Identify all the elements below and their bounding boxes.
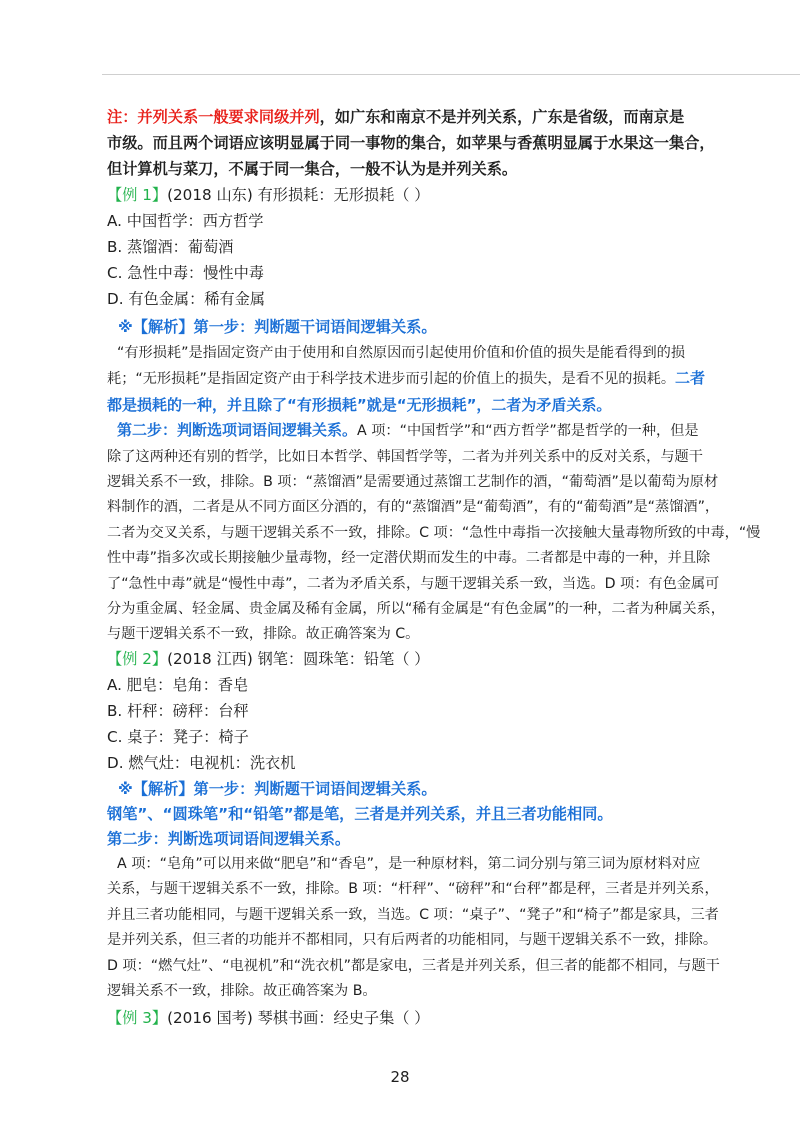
text-line: A 项：“中国哲学”和“西方哲学”都是哲学的一种，但是 [357,423,699,440]
question-text: (2016 国考) 琴棋书画：经史子集（ ） [167,1009,430,1027]
option-b: B. 蒸馏酒：葡萄酒 [107,238,234,256]
text-line: 耗；“无形损耗”是指固定资产由于科学技术进步而引起的价值上的损失，是看不见的损耗。 [107,371,676,388]
option-b: B. 杆秤：磅秤：台秤 [107,702,249,720]
question-text: (2018 山东) 有形损耗：无形损耗（ ） [167,186,430,204]
option-c: C. 桌子：凳子：椅子 [107,728,249,746]
text-line: 并且三者功能相同，与题干逻辑关系一致，当选。C 项：“桌子”、“凳子”和“椅子”都是家具，三者 [107,906,719,923]
step-heading: 第二步：判断选项词语间逻辑关系。 [107,830,350,848]
option-d: D. 有色金属：稀有金属 [107,290,266,308]
text-line: 与题干逻辑关系不一致，排除。故正确答案为 C。 [107,626,420,643]
text-line: 除了这两种还有别的哲学，比如日本哲学、韩国哲学等，二者为并列关系中的反对关系，与题干 [107,448,703,465]
text-line: 关系，与题干逻辑关系不一致，排除。B 项：“杆秤”、“磅秤”和“台秤”都是秤，三者是并列关系， [107,881,719,898]
blue-text: 二者 [675,369,706,388]
option-c: C. 急性中毒：慢性中毒 [107,264,264,282]
note-red-text: 注：并列关系一般要求同级并列 [107,108,320,126]
note-text: ，如广东和南京不是并列关系，广东是省级，而南京是 [319,108,685,126]
text-line: “有形损耗”是指固定资产由于使用和自然原因而引起使用价值和价值的损失是能看得到的损 [117,345,686,361]
example-tag: 【例 2】 [107,650,168,668]
text-line: 二者为交叉关系，与题干逻辑关系不一致，排除。C 项：“急性中毒指一次接触大量毒物所致的中毒，“慢 [107,524,761,541]
option-a: A. 肥皂：皂角：香皂 [107,676,249,694]
blue-text: 钢笔”、“圆珠笔”和“铅笔”都是笔，三者是并列关系，并且三者功能相同。 [107,805,613,823]
header-rule [102,74,800,75]
text-line: 逻辑关系不一致，排除。B 项：“蒸馏酒”是需要通过蒸馏工艺制作的酒，“葡萄酒”是以葡萄为原材 [107,474,719,491]
example-tag: 【例 1】 [107,186,168,204]
text-line: 分为重金属、轻金属、贵金属及稀有金属，所以“稀有金属是“有色金属”的一种，二者为种属关系， [107,601,725,618]
option-a: A. 中国哲学：西方哲学 [107,212,264,230]
blue-text: 都是损耗的一种，并且除了“有形损耗”就是“无形损耗”，二者为矛盾关系。 [107,395,612,414]
example-tag: 【例 3】 [107,1009,168,1027]
solution-paragraph [107,341,761,648]
solution-heading: ※【解析】第一步：判断题干词语间逻辑关系。 [118,318,437,336]
text-line: 性中毒”指多次或长期接触少量毒物，经一定潜伏期而发生的中毒。二者都是中毒的一种，并且除 [107,550,711,567]
solution-paragraph [107,852,720,1004]
question-text: (2018 江西) 钢笔：圆珠笔：铅笔（ ） [167,650,430,668]
text-line: 逻辑关系不一致，排除。故正确答案为 B。 [107,983,377,1000]
text-line: A 项：“皂角”可以用来做“肥皂”和“香皂”，是一种原材料，第二词分别与第三词为原材料对应 [117,856,701,872]
note-paragraph [107,104,715,182]
text-line: 了“急性中毒”就是“慢性中毒”，二者为矛盾关系，与题干逻辑关系一致，当选。D 项：有色金属可 [107,575,720,592]
note-text: 市级。而且两个词语应该明显属于同一事物的集合，如苹果与香蕉明显属于水果这一集合， [107,134,715,152]
step-heading: 第二步：判断选项词语间逻辑关系。 [117,421,358,440]
text-line: 料制作的酒，二者是从不同方面区分酒的，有的“蒸馏酒”是“葡萄酒”，有的“葡萄酒”是“蒸馏酒”， [107,499,720,516]
option-d: D. 燃气灶：电视机：洗衣机 [107,754,296,772]
solution-heading: ※【解析】第一步：判断题干词语间逻辑关系。 [118,780,437,798]
text-line: 是并列关系，但三者的功能并不都相同，只有后两者的功能相同，与题干逻辑关系不一致，排除。 [107,932,718,949]
example1-question [107,182,707,208]
note-text: 但计算机与菜刀，不属于同一集合，一般不认为是并列关系。 [107,160,518,178]
example2-question [107,646,707,672]
text-line: D 项：“燃气灶”、“电视机”和“洗衣机”都是家电，三者是并列关系，但三者的能都不相同，与题干 [107,957,720,974]
page-number: 28 [390,1068,410,1086]
example3-question [107,1005,707,1031]
